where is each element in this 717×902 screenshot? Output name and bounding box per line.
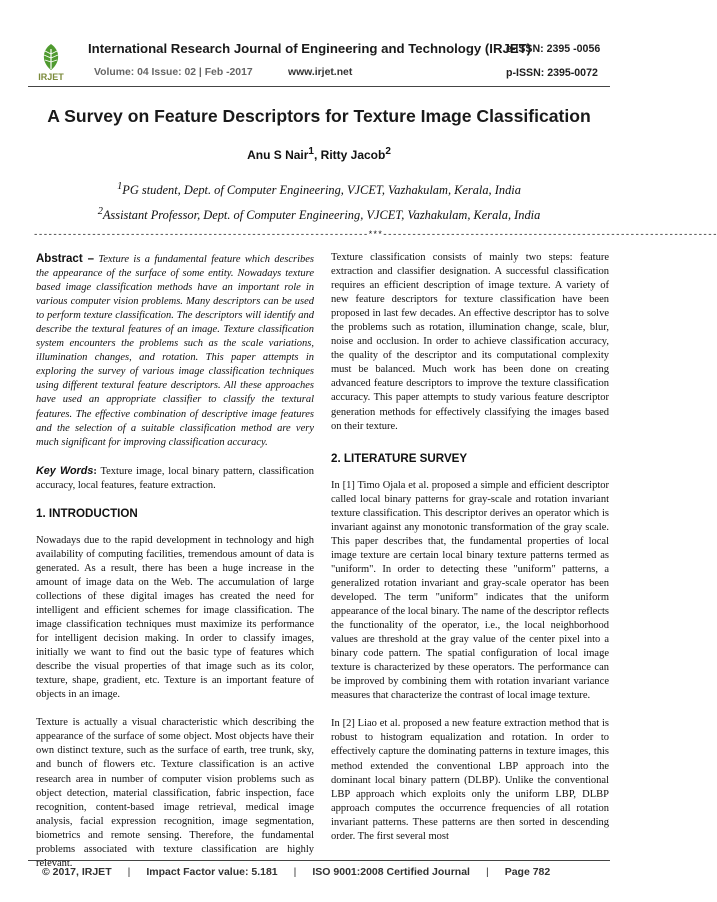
footer-rule (28, 860, 610, 861)
footer-separator: | (293, 866, 297, 878)
right-column (331, 251, 609, 858)
abstract-text: Texture is a fundamental feature which describes the appearance of the surface of some entity. Nowadays texture based image classification methods have an important role in various computer vision problems. Many descriptors can be used to perform texture classification. The descriptors will identify and describe the textural features of an image. Texture classification system encounters the problems such as the scale variations, illumination changes, and rotation. This paper attempts in exploring the survey of various image classification techniques using different textural feature descriptors. All these approaches have used an appropriate classifier to classify the textural features. The effective combination of descriptive image features and the selection of a suitable classification method are very much significant for improving classification accuracy. (36, 254, 314, 448)
left-column (36, 252, 314, 885)
journal-website[interactable]: www.irjet.net (288, 67, 353, 78)
irjet-logo (32, 40, 70, 82)
journal-header (0, 0, 638, 88)
footer-copyright: © 2017, IRJET (42, 866, 112, 878)
introduction-heading: 1. INTRODUCTION (36, 506, 138, 520)
keywords: Key Words: Texture image, local binary pattern, classification accuracy, local features, feature extraction. (36, 464, 314, 491)
keywords-label: Key Words (36, 464, 94, 477)
abstract (36, 252, 314, 450)
affiliation-text: Assistant Professor, Dept. of Computer Engineering, VJCET, Vazhakulam, Kerala, India (102, 208, 541, 223)
introduction-paragraph-3: Texture classification consists of mainly two steps: feature extraction and classifier designation. A successful classification requires an efficient description of image texture. A variety of new feature descriptors for texture classification have been proposed in last few decades. An effective descriptor has to solve the problems such as rotation, illumination change, scale, blur, noise and occlusion. In order to achieve classification accuracy, the quality of the descriptor and its computational complexity must be balanced. Much work has been done on creating advanced feature descriptors to improve the texture classification accuracy. This paper attempts to study various feature descriptor generation methods for effectively classifying the images based on their texture. (331, 252, 609, 432)
affiliation-sup: 1 (117, 181, 123, 192)
affiliation-sup: 2 (97, 206, 103, 217)
author-separator: , (313, 148, 321, 162)
paper-title: A Survey on Feature Descriptors for Texture Image Classification (47, 106, 591, 126)
author-name: Anu S Nair (247, 148, 309, 162)
footer-impact-factor: Impact Factor value: 5.181 (146, 866, 278, 878)
literature-paragraph-1: In [1] Timo Ojala et al. proposed a simple and efficient descriptor called local binary patterns for gray-scale and rotation invariant texture classification. This descriptor derives an operator which is invariant against any monotonic transformation of the gray scale. This paper describes that, the fundamental properties of local image texture are certain local binary texture patterns termed as "uniform". In order to detecting these "uniform" patterns, a generalized rotation invariant and gray-scale operator has been developed. The term "uniform" indicates that the uniform appearance of the local binary. The name of the descriptor reflects the functionality of the operator, i.e., the local neighborhood values are threshold at the gray value of the center pixel into a binary code pattern. The spatial configuration of local image texture is characterized by these operators. The performance can be improved by combining them with rotation invariant variance measures that characterize the contrast of local image texture. (331, 479, 609, 702)
p-issn: p-ISSN: 2395-0072 (506, 67, 598, 79)
author-list (0, 146, 638, 162)
volume-issue: Volume: 04 Issue: 02 | Feb -2017 (94, 67, 253, 78)
introduction-paragraph-1: Nowadays due to the rapid development in technology and high availability of computing facilities, tremendous amount of data is generated. As a result, there has been a huge increase in the amount of image data on the Web. The accumulation of large collections of these digital images has created the need for intelligent and efficient schemes for image classification. The image classification techniques must maximize its performance for intelligent decision making. In order to classify images, initially we want to find out the basic type of features which describe the visual properties of that image such as its color, texture, shape, gradient, etc. Texture is an important feature of objects in an image. (36, 534, 314, 701)
affiliation-1 (0, 181, 638, 198)
author-name: Ritty Jacob (320, 148, 386, 162)
footer-iso: ISO 9001:2008 Certified Journal (312, 866, 470, 878)
affiliation-text: PG student, Dept. of Computer Engineering, VJCET, Vazhakulam, Kerala, India (122, 183, 521, 198)
footer-separator: | (485, 866, 489, 878)
header-rule (28, 86, 610, 87)
author-sup: 2 (385, 146, 391, 157)
section-separator: ---------------------------------------------------------------------***--------------------------------------------------------------------- (33, 230, 717, 240)
footer-page-number: Page 782 (504, 866, 551, 878)
affiliation-2 (0, 206, 638, 223)
footer-separator: | (127, 866, 131, 878)
irjet-logo-text: IRJET (38, 72, 64, 82)
keywords-text: Texture image, local binary pattern, classification accuracy, local features, feature extraction. (36, 465, 314, 491)
author-sup: 1 (308, 146, 314, 157)
e-issn: e-ISSN: 2395 -0056 (506, 43, 601, 55)
abstract-label: Abstract – (36, 253, 94, 265)
introduction-paragraph-2: Texture is actually a visual characteristic which describing the appearance of the surface of some object. Most objects have their own distinct texture, such as the surface of earth, tree trunk, sky, and bunch of flowers etc. Texture classification is an active research area in number of computer vision problems such as object detection, material classification, fabric inspection, face recognition, content-based image retrieval, medical image analysis, facial expression recognition, image segmentation, biometrics and remote sensing. Therefore, the fundamental problems associated with texture classification are highly relevant. (36, 717, 314, 869)
irjet-leaf-icon (44, 44, 58, 70)
journal-name: International Research Journal of Engineering and Technology (IRJET) (88, 41, 532, 56)
literature-survey-heading: 2. LITERATURE SURVEY (331, 451, 468, 465)
page-footer (42, 866, 550, 878)
literature-paragraph-2: In [2] Liao et al. proposed a new feature extraction method that is robust to histogram equalization and rotation. In order to effectively capture the dominating patterns in texture images, this method extended the conventional LBP approach into the dominant local binary pattern (DLBP). Unlike the conventional LBP approach which exploits only the uniform LBP, DLBP approach computes the occurrence frequencies of all rotation invariant patterns. These patterns are then sorted in descending order. The first several most (331, 718, 609, 842)
